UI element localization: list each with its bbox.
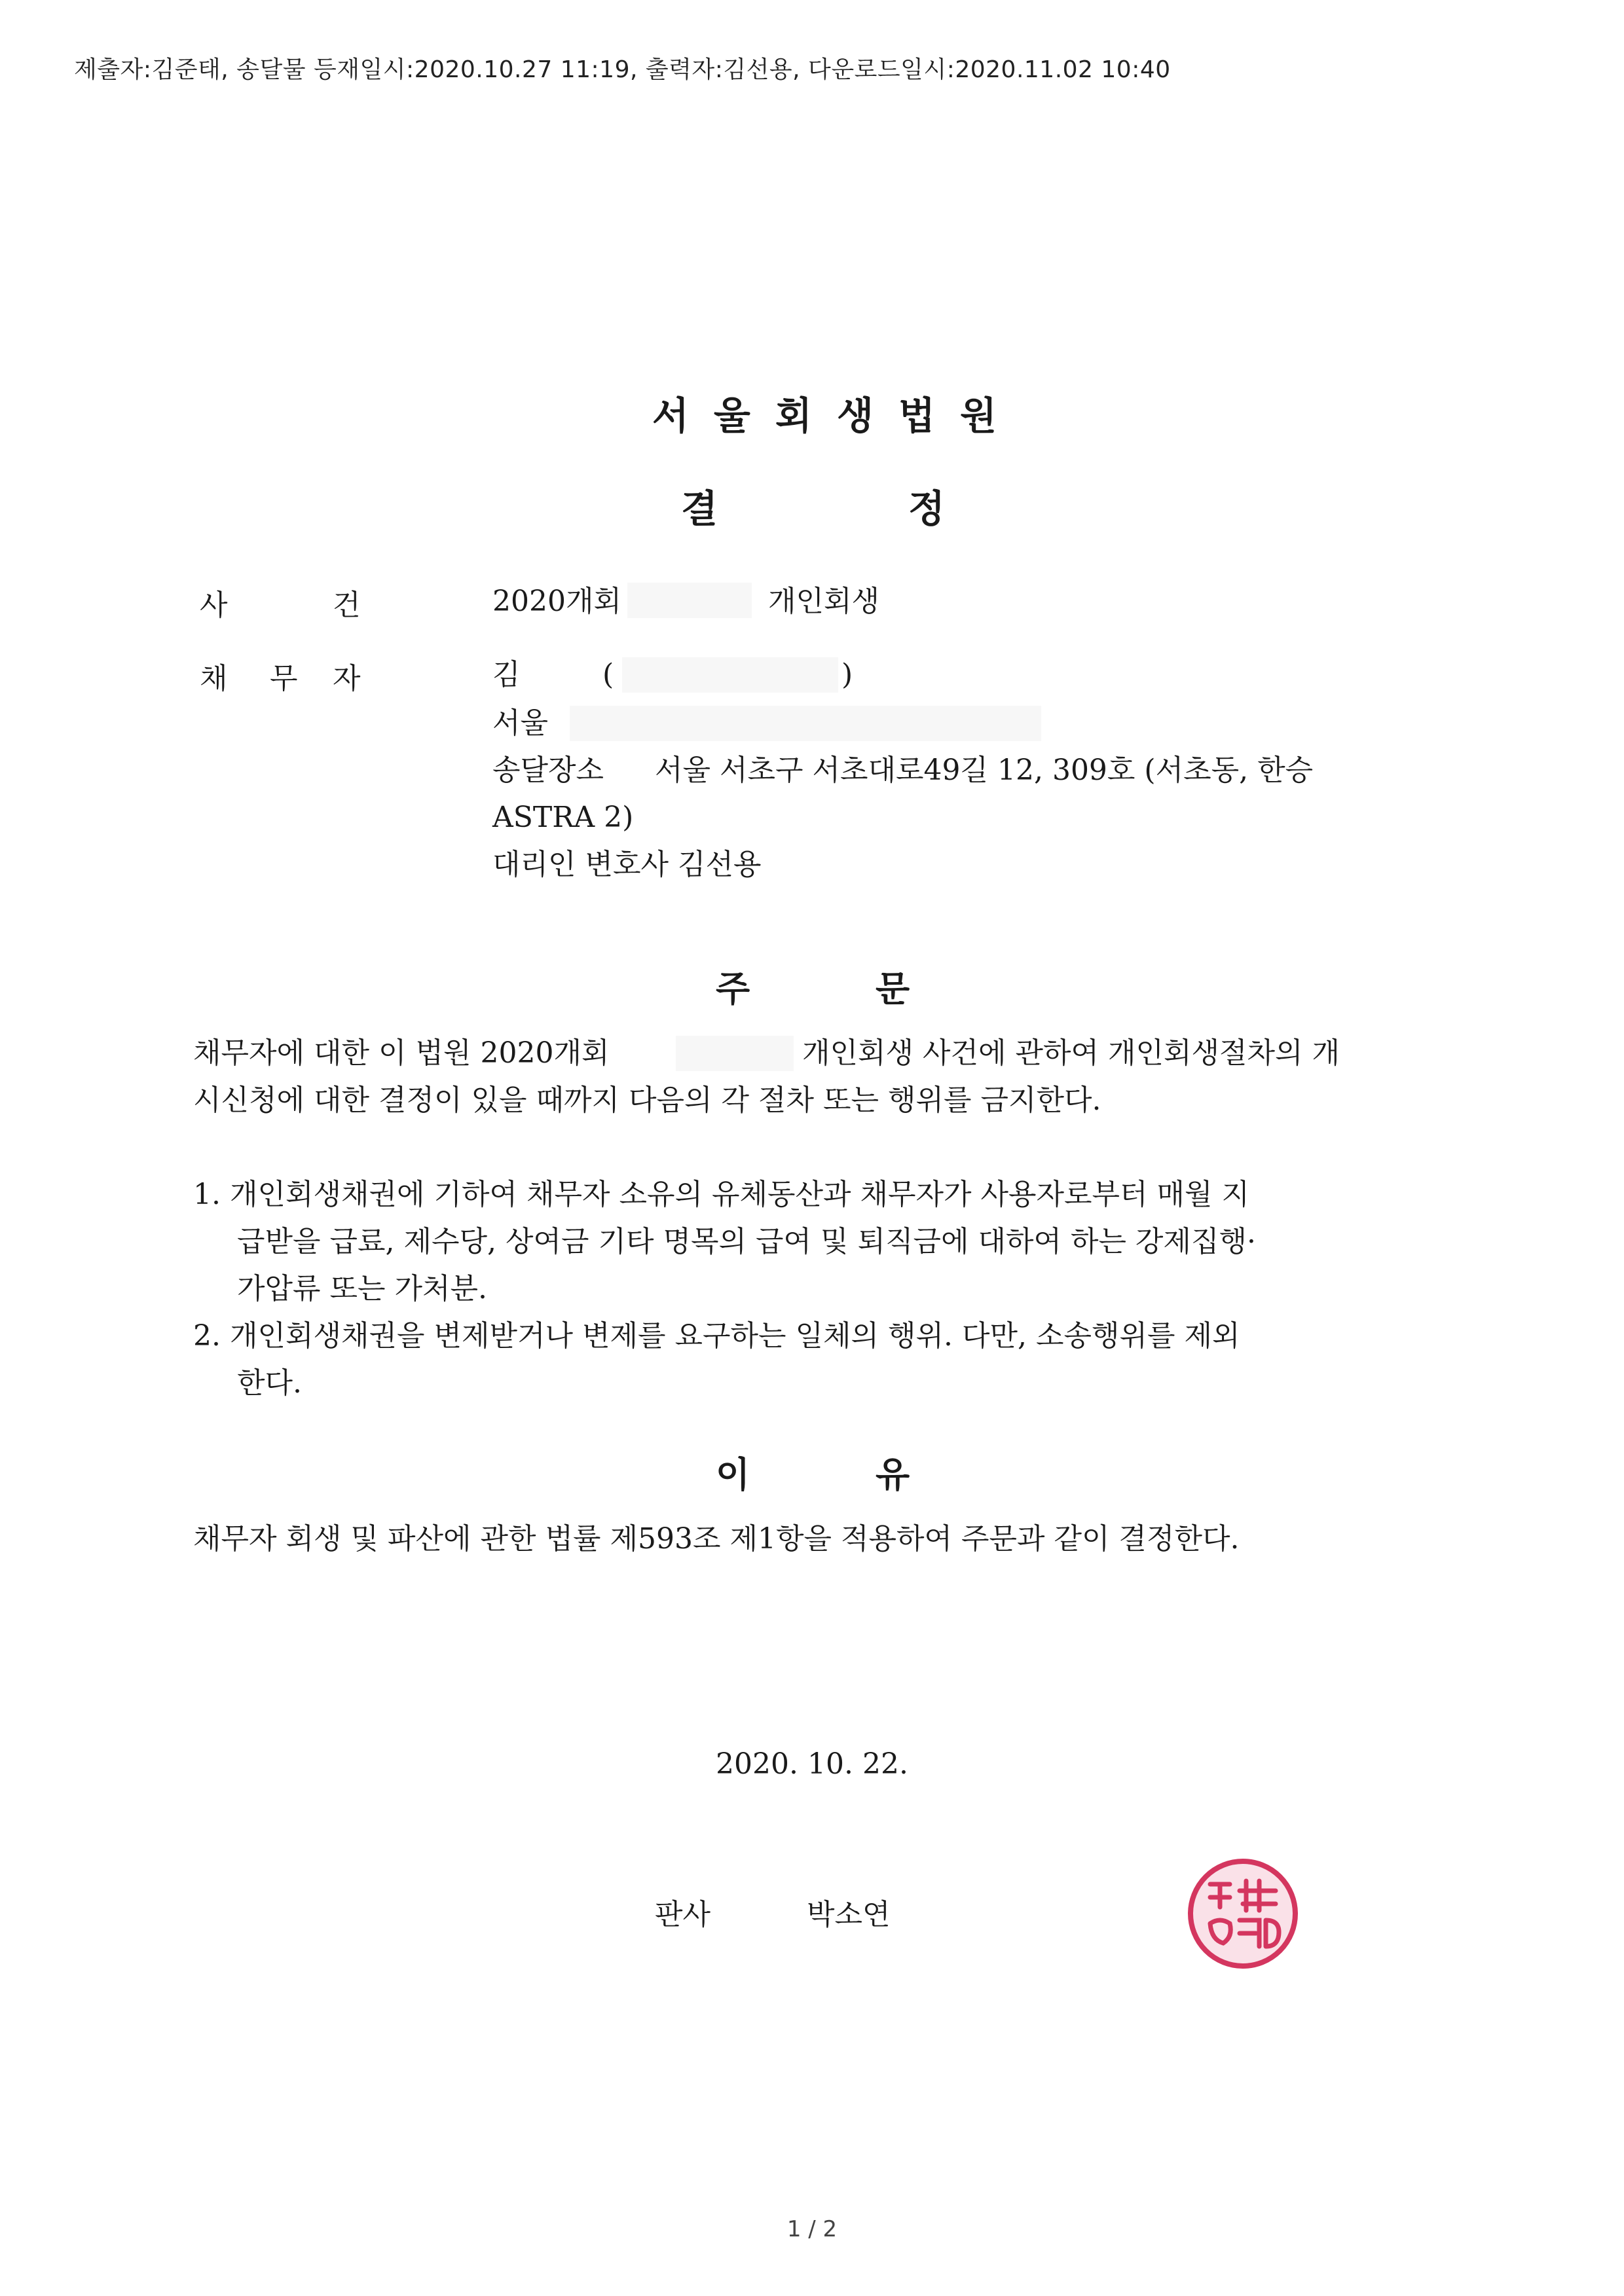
decision-date: 2020. 10. 22.: [716, 1747, 908, 1781]
reason-text: 채무자 회생 및 파산에 관한 법률 제593조 제1항을 적용하여 주문과 같이 결정한다.: [193, 1522, 1240, 1556]
order-item-2-line1: 2. 개인회생채권을 변제받거나 변제를 요구하는 일체의 행위. 다만, 소송행위를 제외: [193, 1319, 1240, 1353]
redacted-debtor-address: [570, 706, 1041, 741]
debtor-label-char-3: 자: [333, 662, 361, 695]
order-title-left: 주: [716, 968, 750, 1010]
service-address-label: 송달장소: [492, 754, 604, 787]
order-item-2-line2: 한다.: [237, 1366, 302, 1400]
order-title-right: 문: [876, 968, 910, 1010]
redacted-case-number: [627, 583, 752, 618]
case-number: 2020개회: [492, 585, 621, 618]
debtor-name: 김: [492, 658, 521, 691]
redacted-debtor-id: [622, 657, 838, 693]
redacted-order-case-number: [676, 1036, 794, 1071]
order-intro-line2: 시신청에 대한 결정이 있을 때까지 다음의 각 절차 또는 행위를 금지한다.: [193, 1084, 1101, 1117]
order-intro-line1-b: 개인회생 사건에 관하여 개인회생절차의 개: [802, 1036, 1340, 1070]
debtor-address: 서울: [492, 706, 549, 740]
reason-title-left: 이: [716, 1454, 750, 1495]
reason-title-right: 유: [876, 1454, 910, 1495]
debtor-name-paren-open: (: [602, 658, 614, 691]
order-item-1-line1: 1. 개인회생채권에 기하여 채무자 소유의 유체동산과 채무자가 사용자로부터 매월 지: [193, 1178, 1249, 1211]
order-intro-line1-a: 채무자에 대한 이 법원 2020개회: [193, 1036, 610, 1070]
debtor-label-char-2: 무: [270, 662, 298, 695]
service-address-line2: ASTRA 2): [492, 801, 634, 834]
debtor-agent: 대리인 변호사 김선용: [492, 848, 762, 881]
case-label-char-2: 건: [333, 589, 361, 622]
submission-info-header: 제출자:김준태, 송달물 등재일시:2020.10.27 11:19, 출력자:김선용, 다운로드일시:2020.11.02 10:40: [74, 56, 1171, 83]
debtor-label-char-1: 채: [200, 662, 228, 695]
order-item-1-line2: 급받을 급료, 제수당, 상여금 기타 명목의 급여 및 퇴직금에 대하여 하는 강제집행·: [237, 1225, 1256, 1258]
document-title-right: 정: [908, 486, 946, 531]
judge-seal-stamp: [1184, 1855, 1302, 1973]
service-address-line1: 서울 서초구 서초대로49길 12, 309호 (서초동, 한승: [655, 754, 1314, 787]
judge-title: 판사: [655, 1898, 711, 1931]
debtor-name-paren-close: ): [841, 658, 853, 691]
case-type: 개인회생: [768, 585, 880, 618]
document-title-left: 결: [681, 486, 718, 531]
page-number: 1 / 2: [786, 2216, 838, 2242]
court-name: 서울회생법원: [652, 393, 1022, 438]
judge-name: 박소연: [807, 1898, 891, 1931]
order-item-1-line3: 가압류 또는 가처분.: [237, 1272, 487, 1305]
case-label-char-1: 사: [200, 589, 228, 622]
